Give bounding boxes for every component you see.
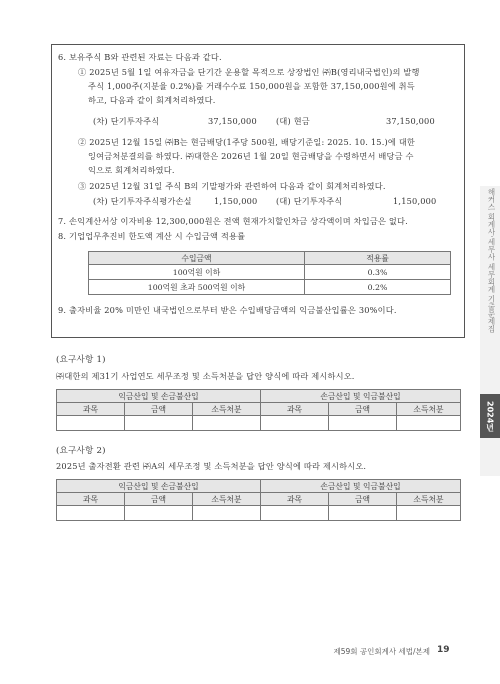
req1-header-right: 손금산입 및 익금불산입: [261, 390, 461, 403]
req2-answer-cell[interactable]: [193, 506, 261, 521]
side-tab-year: 2024년: [480, 394, 500, 438]
req1-answer-cell[interactable]: [329, 416, 397, 431]
req1-answer-cell[interactable]: [261, 416, 329, 431]
req1-answer-cell[interactable]: [57, 416, 125, 431]
req2-header-right: 손금산입 및 익금불산입: [261, 480, 461, 493]
req2-header-left: 익금산입 및 손금불산입: [57, 480, 261, 493]
req2-answer-cell[interactable]: [261, 506, 329, 521]
entry3-debit-amount: 1,150,000: [214, 196, 258, 206]
item-6-3-line1: ③ 2025년 12월 31일 주식 B의 기말평가와 관련하여 다음과 같이 회계처리하였다.: [78, 181, 386, 191]
item-8: 8. 기업업무추진비 한도액 계산 시 수입금액 적용률: [58, 231, 246, 241]
item-7: 7. 손익계산서상 이자비용 12,300,000원은 전액 현재가치할인차금 상각액이며 차입금은 없다.: [58, 216, 408, 226]
req2-answer-cell[interactable]: [397, 506, 461, 521]
req1-answer-cell[interactable]: [125, 416, 193, 431]
req2-col-disposition: 소득처분: [193, 493, 261, 506]
req1-col-amount: 금액: [125, 403, 193, 416]
item-6: 6. 보유주식 B와 관련된 자료는 다음과 같다.: [58, 52, 222, 62]
rate-row2-range: 100억원 초과 500억원 이하: [89, 280, 305, 295]
req2-col-subject2: 과목: [261, 493, 329, 506]
req1-answer-cell[interactable]: [193, 416, 261, 431]
req1-col-amount2: 금액: [329, 403, 397, 416]
req2-col-amount2: 금액: [329, 493, 397, 506]
req2-col-subject: 과목: [57, 493, 125, 506]
req2-col-amount: 금액: [125, 493, 193, 506]
rate-table: [88, 251, 451, 295]
entry1-debit-amount: 37,150,000: [208, 116, 257, 126]
req2-answer-cell[interactable]: [57, 506, 125, 521]
rate-row1-range: 100억원 이하: [89, 265, 305, 280]
rate-row1-rate: 0.3%: [305, 265, 451, 280]
req2-answer-cell[interactable]: [329, 506, 397, 521]
req2-col-disposition2: 소득처분: [397, 493, 461, 506]
req1-col-subject: 과목: [57, 403, 125, 416]
item-6-1-line3: 하고, 다음과 같이 회계처리하였다.: [88, 95, 216, 105]
side-tab-text: 해커스 회계사·세무사 세무회계 기출문제집: [487, 188, 496, 333]
item-6-1-line2: 주식 1,000주(지분율 0.2%)를 거래수수료 150,000원을 포함한 37,150,000원에 취득: [88, 81, 415, 91]
entry1-debit: (차) 단기투자주식: [93, 116, 160, 126]
entry3-credit: (대) 단기투자주식: [276, 196, 343, 206]
entry1-credit-amount: 37,150,000: [386, 116, 435, 126]
entry3-credit-amount: 1,150,000: [393, 196, 437, 206]
entry3-debit: (차) 단기투자주식평가손실: [93, 196, 192, 206]
req1-col-disposition2: 소득처분: [397, 403, 461, 416]
item-6-1-line1: ① 2025년 5월 1일 여유자금을 단기간 운용할 목적으로 상장법인 ㈜B(영리내국법인)의 발행: [78, 67, 420, 77]
req2-answer-cell[interactable]: [125, 506, 193, 521]
footer-text: 제59회 공인회계사 세법/본제: [333, 647, 430, 656]
req1-text: ㈜대한의 제31기 사업연도 세무조정 및 소득처분을 답안 양식에 따라 제시하시오.: [56, 371, 355, 381]
req1-table: [56, 389, 461, 431]
item-6-2-line3: 익으로 회계처리하였다.: [88, 165, 175, 175]
req2-table: [56, 479, 461, 521]
item-6-2-line2: 잉여금처분결의를 하였다. ㈜대한은 2026년 1월 20일 현금배당을 수령하면서 배당금 수: [88, 151, 414, 161]
item-9: 9. 출자비율 20% 미만인 내국법인으로부터 받은 수입배당금액의 익금불산입률은 30%이다.: [58, 305, 397, 315]
item-6-2-line1: ② 2025년 12월 15일 ㈜B는 현금배당(1주당 500원, 배당기준일: 2025. 10. 15.)에 대한: [78, 137, 416, 147]
req1-col-subject2: 과목: [261, 403, 329, 416]
entry1-credit: (대) 현금: [276, 116, 310, 126]
req1-answer-cell[interactable]: [397, 416, 461, 431]
page-number: 19: [437, 645, 450, 655]
rate-header-amount: 수입금액: [89, 252, 305, 265]
req1-title: (요구사항 1): [56, 355, 106, 365]
rate-header-rate: 적용률: [305, 252, 451, 265]
req1-header-left: 익금산입 및 손금불산입: [57, 390, 261, 403]
req1-col-disposition: 소득처분: [193, 403, 261, 416]
req2-text: 2025년 출자전환 관련 ㈜A의 세무조정 및 소득처분을 답안 양식에 따라 제시하시오.: [56, 461, 367, 471]
rate-row2-rate: 0.2%: [305, 280, 451, 295]
req2-title: (요구사항 2): [56, 446, 106, 456]
